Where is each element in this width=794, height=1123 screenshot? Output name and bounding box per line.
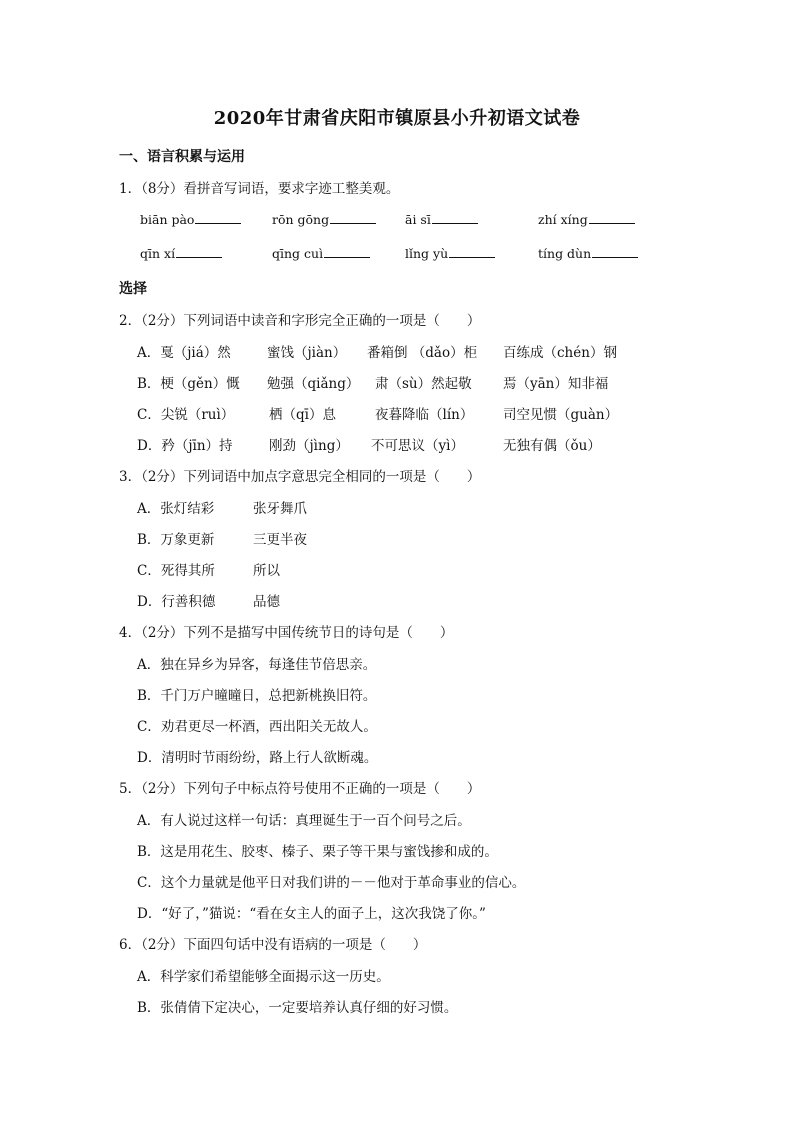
question-5-option-a[interactable]: A．有人说过这样一句话：真理诞生于一百个问号之后。 — [137, 813, 471, 829]
question-4-option-b[interactable]: B．千门万户曈曈日，总把新桃换旧符。 — [137, 688, 377, 704]
question-2-option-d[interactable]: D．矜（jīn）持 刚劲（jìng） 不可思议（yì） 无独有偶（ǒu） — [137, 438, 601, 454]
question-5-option-b[interactable]: B．这是用花生、胶枣、榛子、栗子等干果与蜜饯掺和成的。 — [137, 844, 498, 860]
pinyin-item: lǐng yù — [405, 245, 495, 261]
pinyin-item: rōn gōng — [272, 211, 376, 227]
answer-blank[interactable] — [589, 211, 635, 224]
answer-blank[interactable] — [432, 211, 478, 224]
question-4-stem: 4．（2分）下列不是描写中国传统节日的诗句是（ ） — [119, 625, 454, 641]
question-4-option-a[interactable]: A．独在异乡为异客，每逢佳节倍思亲。 — [137, 657, 377, 673]
pinyin-item: zhí xíng — [538, 211, 635, 227]
answer-blank[interactable] — [330, 211, 376, 224]
question-5-option-d[interactable]: D．“好了，”猫说：“看在女主人的面子上，这次我饶了你。” — [137, 906, 486, 922]
question-6-option-b[interactable]: B．张倩倩下定决心，一定要培养认真仔细的好习惯。 — [137, 1000, 458, 1016]
question-4-option-c[interactable]: C．劝君更尽一杯酒，西出阳关无故人。 — [137, 719, 377, 735]
question-3-stem: 3．（2分）下列词语中加点字意思完全相同的一项是（ ） — [119, 469, 481, 485]
question-4-option-d[interactable]: D．清明时节雨纷纷，路上行人欲断魂。 — [137, 750, 378, 766]
pinyin-item: āi sī — [405, 211, 478, 227]
answer-blank[interactable] — [176, 245, 222, 258]
question-3-option-a[interactable]: A．张灯结彩 张牙舞爪 — [137, 501, 307, 517]
answer-blank[interactable] — [195, 211, 241, 224]
question-3-option-c[interactable]: C．死得其所 所以 — [137, 563, 280, 579]
question-2-option-b[interactable]: B．梗（gěn）慨 勉强（qiǎng） 肃（sù）然起敬 焉（yān）知非福 — [137, 376, 609, 392]
question-6-option-a[interactable]: A．科学家们希望能够全面揭示这一历史。 — [137, 969, 390, 985]
section-heading-choice: 选择 — [119, 281, 147, 297]
pinyin-item: qīng cuì — [272, 245, 370, 261]
answer-blank[interactable] — [324, 245, 370, 258]
question-2-option-a[interactable]: A．戛（jiá）然 蜜饯（jiàn） 番箱倒 （dǎo）柜 百练成（chén）钢 — [137, 345, 617, 361]
question-3-option-d[interactable]: D．行善积德 品德 — [137, 594, 280, 610]
question-2-option-c[interactable]: C．尖锐（ruì） 栖（qī）息 夜暮降临（lín） 司空见惯（guàn） — [137, 407, 619, 423]
section-heading-language: 一、语言积累与运用 — [119, 149, 245, 165]
pinyin-item: biān pào — [140, 211, 241, 227]
answer-blank[interactable] — [592, 245, 638, 258]
pinyin-item: qīn xí — [140, 245, 222, 261]
question-3-option-b[interactable]: B．万象更新 三更半夜 — [137, 532, 307, 548]
pinyin-item: tíng dùn — [538, 245, 638, 261]
question-5-option-c[interactable]: C．这个力量就是他平日对我们讲的－－他对于革命事业的信心。 — [137, 875, 526, 891]
question-6-stem: 6．（2分）下面四句话中没有语病的一项是（ ） — [119, 937, 427, 953]
question-1-stem: 1．（8分）看拼音写词语，要求字迹工整美观。 — [119, 181, 400, 197]
question-5-stem: 5．（2分）下列句子中标点符号使用不正确的一项是（ ） — [119, 781, 481, 797]
exam-title: 2020年甘肃省庆阳市镇原县小升初语文试卷 — [213, 108, 581, 129]
question-2-stem: 2．（2分）下列词语中读音和字形完全正确的一项是（ ） — [119, 313, 481, 329]
answer-blank[interactable] — [449, 245, 495, 258]
